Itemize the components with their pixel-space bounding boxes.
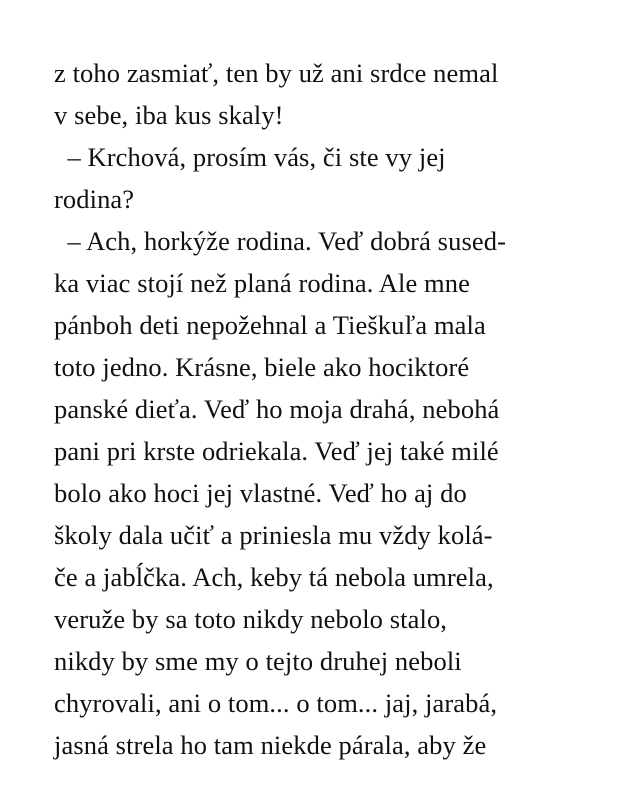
text-line: ka viac stojí než planá rodina. Ale mne	[54, 268, 470, 298]
text-line: pani pri krste odriekala. Veď jej také milé	[54, 436, 499, 466]
text-line: – Ach, horkýže rodina. Veď dobrá sused-	[54, 226, 506, 256]
text-line: v sebe, iba kus skaly!	[54, 100, 284, 130]
text-line: bolo ako hoci jej vlastné. Veď ho aj do	[54, 478, 467, 508]
text-line: če a jabĺčka. Ach, keby tá nebola umrela,	[54, 562, 494, 592]
text-line: – Krchová, prosím vás, či ste vy jej	[54, 142, 446, 172]
text-line: chyrovali, ani o tom... o tom... jaj, jarabá,	[54, 688, 498, 718]
text-line: veruže by sa toto nikdy nebolo stalo,	[54, 604, 448, 634]
text-line: nikdy by sme my o tejto druhej neboli	[54, 646, 462, 676]
text-line: školy dala učiť a priniesla mu vždy kolá-	[54, 520, 493, 550]
book-text-block	[54, 52, 594, 766]
text-line: jasná strela ho tam niekde párala, aby že	[54, 730, 487, 760]
text-line: z toho zasmiať, ten by už ani srdce nemal	[54, 58, 499, 88]
text-line: rodina?	[54, 184, 135, 214]
text-line: panské dieťa. Veď ho moja drahá, nebohá	[54, 394, 500, 424]
text-line: toto jedno. Krásne, biele ako hociktoré	[54, 352, 470, 382]
text-line: pánboh deti nepožehnal a Tieškuľa mala	[54, 310, 486, 340]
